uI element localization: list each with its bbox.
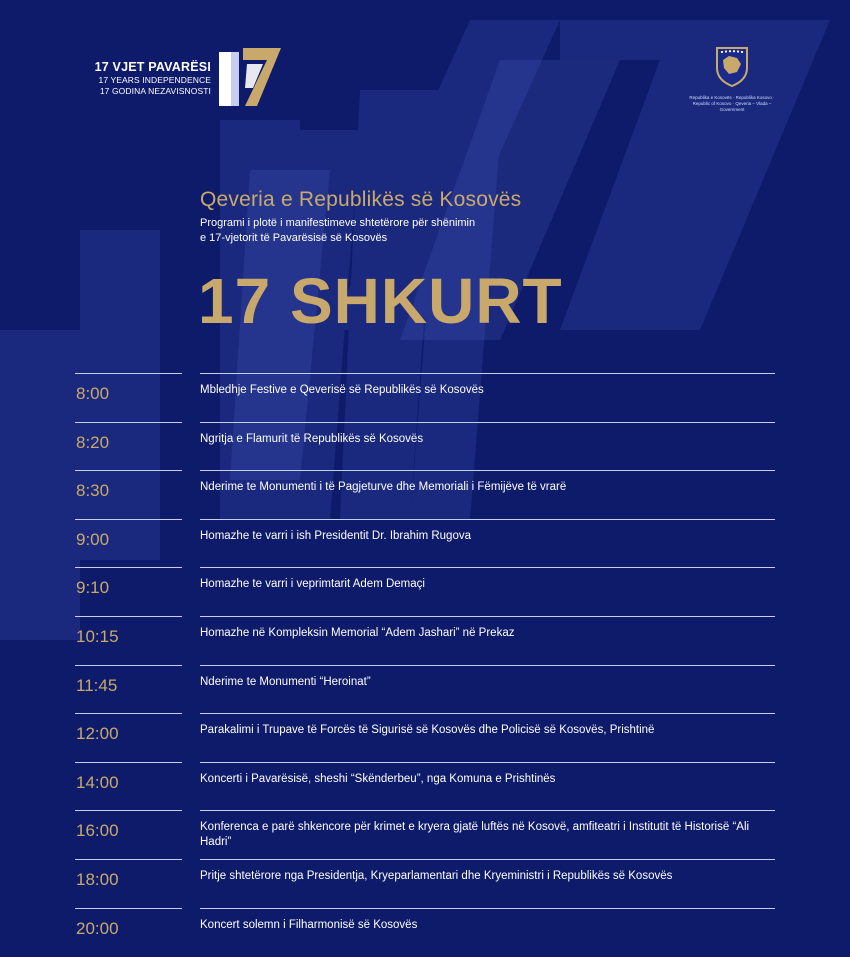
schedule-event: Mbledhje Festive e Qeverisë së Republikës së Kosovës — [200, 384, 484, 396]
schedule-event: Konferenca e parë shkencore për krimet e kryera gjatë luftës në Kosovë, amfiteatri i Institutit të Historisë “Ali Hadri” — [200, 821, 750, 849]
schedule-time: 8:00 — [76, 384, 110, 403]
schedule-row — [75, 567, 775, 616]
schedule-time: 8:30 — [76, 481, 110, 501]
time-divider — [75, 470, 182, 471]
subtitle-line-2: e 17-vjetorit të Pavarësisë së Kosovës — [200, 232, 388, 244]
schedule-row — [75, 762, 775, 811]
event-divider — [200, 567, 775, 568]
schedule-event: Pritje shtetërore nga Presidentja, Kryeparlamentari dhe Kryeministri i Republikës së Kosovës — [200, 869, 673, 882]
schedule-row — [75, 908, 775, 957]
anniversary-line-sr: 17 GODINA NEZAVISNOSTI — [99, 86, 211, 96]
event-divider — [200, 810, 775, 811]
anniversary-17-logo — [217, 44, 283, 110]
government-title: Qeveria e Republikës së Kosovës — [200, 188, 522, 211]
schedule-time: 9:10 — [76, 578, 110, 598]
event-divider — [200, 616, 775, 617]
event-divider — [200, 908, 775, 909]
schedule-time: 11:45 — [76, 675, 118, 695]
schedule-row — [75, 470, 775, 519]
schedule-time: 9:00 — [76, 529, 110, 549]
kosovo-coat-of-arms — [686, 44, 778, 113]
schedule-row — [75, 665, 775, 714]
time-divider — [75, 616, 182, 617]
event-divider — [200, 470, 775, 471]
event-divider — [200, 422, 775, 423]
anniversary-line-en: 17 YEARS INDEPENDENCE — [98, 75, 211, 85]
event-divider — [200, 713, 775, 714]
event-divider — [200, 859, 775, 860]
schedule-time: 8:20 — [76, 432, 110, 452]
schedule-event: Koncerti i Pavarësisë, sheshi “Skënderbeu”, nga Komuna e Prishtinës — [200, 772, 556, 785]
schedule-row — [75, 859, 775, 908]
schedule-time: 14:00 — [76, 772, 119, 792]
schedule-time: 18:00 — [76, 869, 119, 889]
time-divider — [75, 665, 182, 666]
schedule-time: 10:15 — [76, 626, 119, 646]
anniversary-line-sq: 17 VJET PAVARËSI — [94, 60, 211, 74]
time-divider — [75, 810, 182, 811]
schedule-row — [75, 810, 775, 859]
time-divider — [75, 422, 182, 423]
time-divider — [75, 567, 182, 568]
time-divider — [75, 859, 182, 860]
time-divider — [75, 373, 182, 374]
event-divider — [200, 665, 775, 666]
emblem-caption: Republika e Kosovës · Republika Kosovo · Republic of Kosovo · Qeveria – Vlada – Government — [689, 95, 775, 112]
schedule-row — [75, 519, 775, 568]
schedule-event: Parakalimi i Trupave të Forcës të Sigurisë së Kosovës dhe Policisë së Kosovës, Prishtinë — [200, 724, 655, 737]
program-subtitle — [200, 216, 560, 246]
schedule-time: 16:00 — [76, 821, 119, 841]
schedule-event: Homazhe te varri i veprimtarit Adem Demaçi — [200, 578, 425, 591]
time-divider — [75, 519, 182, 520]
schedule-time: 20:00 — [76, 918, 119, 938]
schedule-event: Ngritja e Flamurit të Republikës së Kosovës — [200, 432, 424, 445]
date-heading: 17 SHKURT — [198, 265, 563, 337]
schedule-event: Nderime te Monumenti i të Pagjeturve dhe Memoriali i Fëmijëve të vrarë — [200, 481, 567, 494]
schedule-event: Homazhe në Kompleksin Memorial “Adem Jashari” në Prekaz — [200, 626, 515, 639]
event-divider — [200, 762, 775, 763]
event-divider — [200, 373, 775, 374]
time-divider — [75, 713, 182, 714]
anniversary-label — [75, 60, 211, 97]
schedule-row — [75, 616, 775, 665]
time-divider — [75, 908, 182, 909]
schedule-row — [75, 713, 775, 762]
event-divider — [200, 519, 775, 520]
time-divider — [75, 762, 182, 763]
schedule-time: 12:00 — [76, 724, 119, 744]
schedule-event: Koncert solemn i Filharmonisë së Kosovës — [200, 918, 418, 931]
schedule-list — [75, 373, 775, 956]
subtitle-line-1: Programi i plotë i manifestimeve shtetërore për shënimin — [200, 217, 476, 229]
coat-of-arms-icon — [713, 44, 751, 88]
schedule-row — [75, 373, 775, 422]
schedule-row — [75, 422, 775, 471]
schedule-event: Nderime te Monumenti “Heroinat” — [200, 675, 371, 688]
schedule-event: Homazhe te varri i ish Presidentit Dr. Ibrahim Rugova — [200, 529, 471, 542]
